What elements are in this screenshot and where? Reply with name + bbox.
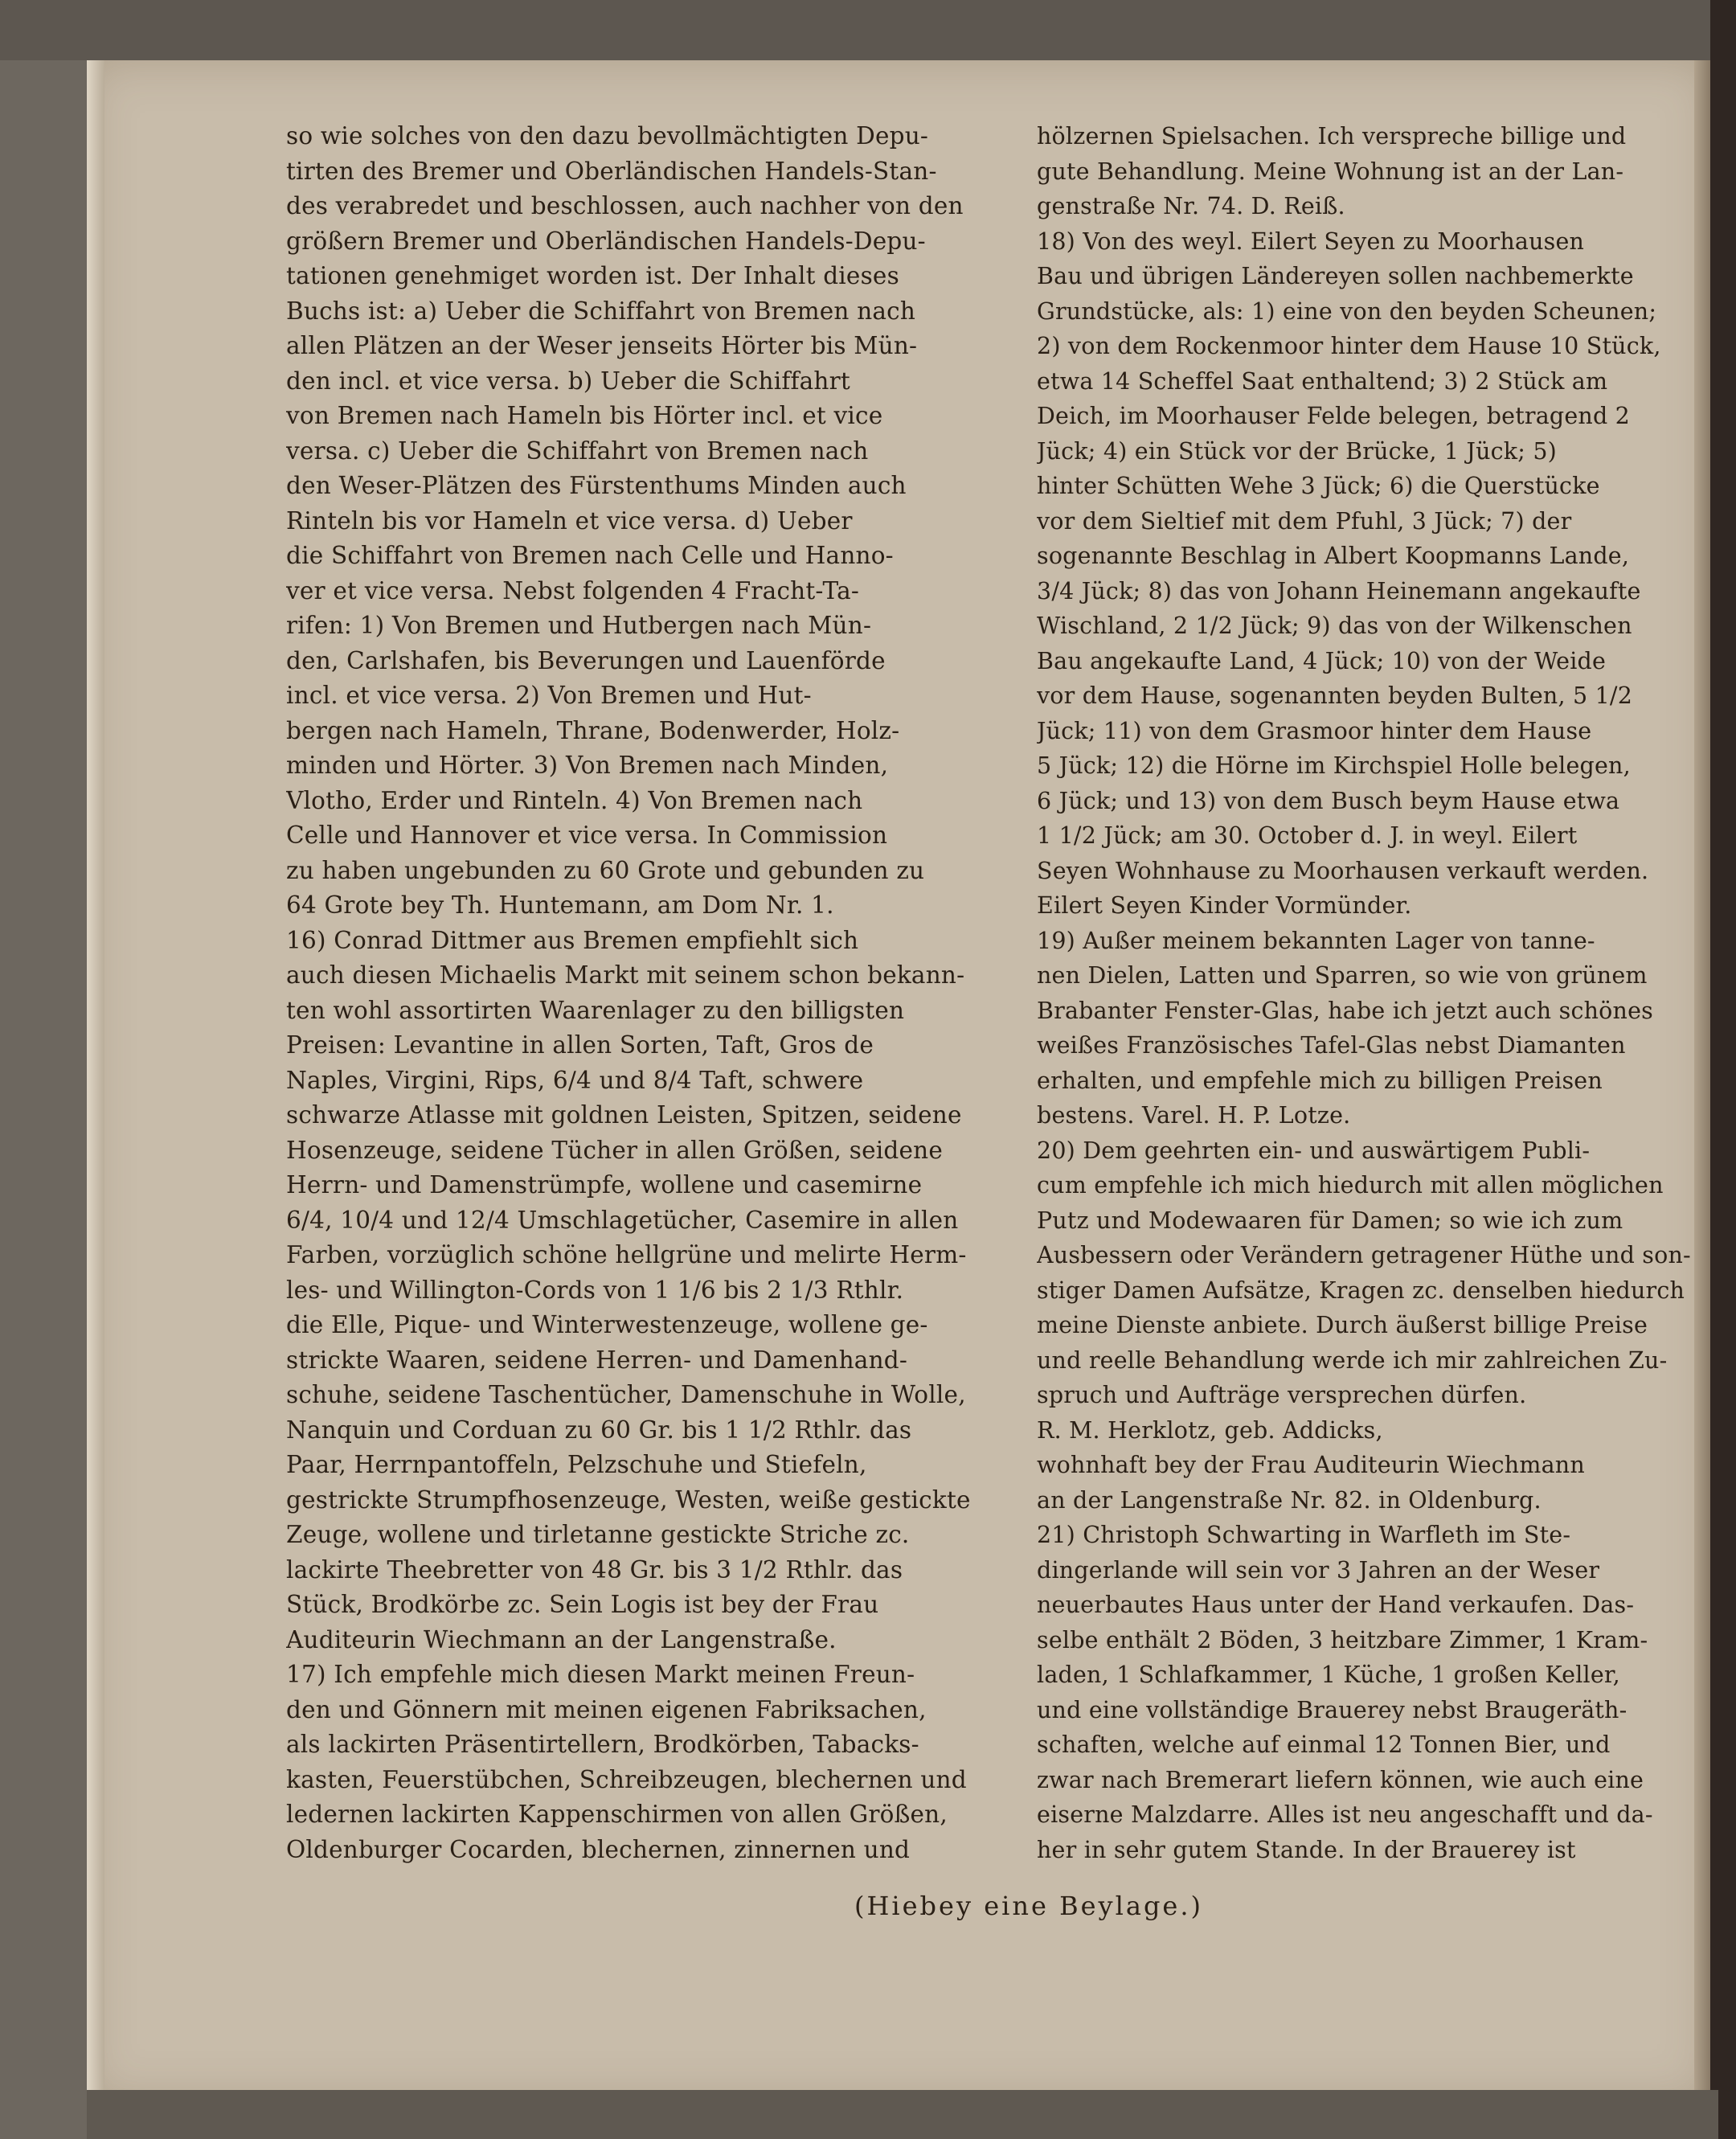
text-line: versa. c) Ueber die Schiffahrt von Bremen nach <box>286 436 869 465</box>
text-line: eiserne Malzdarre. Alles ist neu angeschafft und da- <box>1037 1801 1653 1828</box>
text-line: 18) Von des weyl. Eilert Seyen zu Moorhausen <box>1037 227 1585 255</box>
text-line: hölzernen Spielsachen. Ich verspreche billige und <box>1037 123 1627 150</box>
text-line: allen Plätzen an der Weser jenseits Hörter bis Mün- <box>286 332 918 359</box>
text-line: selbe enthält 2 Böden, 3 heitzbare Zimmer, 1 Kram- <box>1037 1626 1648 1653</box>
text-line: vor dem Hause, sogenannten beyden Bulten, 5 1/2 <box>1037 682 1633 709</box>
text-line: Seyen Wohnhause zu Moorhausen verkauft werden. <box>1037 857 1649 884</box>
text-line: Naples, Virgini, Rips, 6/4 und 8/4 Taft, schwere <box>286 1066 864 1094</box>
text-line: 21) Christoph Schwarting in Warfleth im Ste- <box>1037 1522 1571 1548</box>
text-line: kasten, Feuerstübchen, Schreibzeugen, blechernen und <box>286 1765 967 1793</box>
text-line: stiger Damen Aufsätze, Kragen zc. denselben hiedurch <box>1037 1276 1685 1304</box>
text-line: ver et vice versa. Nebst folgenden 4 Fracht-Ta- <box>286 576 860 604</box>
text-line: spruch und Aufträge versprechen dürfen. <box>1037 1382 1527 1408</box>
text-line: etwa 14 Scheffel Saat enthaltend; 3) 2 Stück am <box>1037 367 1608 395</box>
background-bottom <box>87 2090 1718 2139</box>
text-line: von Bremen nach Hameln bis Hörter incl. et vice <box>286 402 883 429</box>
text-line: Preisen: Levantine in allen Sorten, Taft, Gros de <box>286 1031 874 1059</box>
text-line: bergen nach Hameln, Thrane, Bodenwerder, Holz- <box>286 716 900 744</box>
text-line: Rinteln bis vor Hameln et vice versa. d) Ueber <box>286 506 853 535</box>
text-line: 64 Grote bey Th. Huntemann, am Dom Nr. 1. <box>286 891 834 919</box>
text-line: les- und Willington-Cords von 1 1/6 bis 2 1/3 Rthlr. <box>286 1276 904 1304</box>
text-line: und eine vollständige Brauerey nebst Braugeräth- <box>1037 1696 1628 1723</box>
text-line: Nanquin und Corduan zu 60 Gr. bis 1 1/2 Rthlr. das <box>286 1416 912 1444</box>
text-line: gute Behandlung. Meine Wohnung ist an der Lan- <box>1037 158 1624 185</box>
text-line: Bau angekaufte Land, 4 Jück; 10) von der Weide <box>1037 647 1607 674</box>
text-line: gestrickte Strumpfhosenzeuge, Westen, weiße gestickte <box>286 1485 971 1514</box>
text-line: laden, 1 Schlafkammer, 1 Küche, 1 großen Keller, <box>1037 1662 1620 1688</box>
text-line: hinter Schütten Wehe 3 Jück; 6) die Querstücke <box>1037 473 1600 499</box>
text-line: minden und Hörter. 3) Von Bremen nach Minden, <box>286 752 889 779</box>
text-line: Deich, im Moorhauser Felde belegen, betragend 2 <box>1037 403 1630 429</box>
text-line: R. M. Herklotz, geb. Addicks, <box>1037 1416 1383 1444</box>
text-line: schwarze Atlasse mit goldnen Leisten, Spitzen, seidene <box>286 1101 962 1129</box>
text-line: 6/4, 10/4 und 12/4 Umschlagetücher, Casemire in allen <box>286 1206 959 1234</box>
text-line: Brabanter Fenster-Glas, habe ich jetzt auch schönes <box>1037 997 1653 1024</box>
text-line: strickte Waaren, seidene Herren- und Damenhand- <box>286 1346 908 1374</box>
text-line: 2) von dem Rockenmoor hinter dem Hause 10 Stück, <box>1037 333 1661 359</box>
text-line: Jück; 11) von dem Grasmoor hinter dem Hause <box>1037 717 1592 744</box>
text-line: nen Dielen, Latten und Sparren, so wie von grünem <box>1037 962 1648 989</box>
text-line: auch diesen Michaelis Markt mit seinem schon bekann- <box>286 961 965 989</box>
text-line: Auditeurin Wiechmann an der Langenstraße. <box>286 1625 837 1653</box>
text-line: meine Dienste anbiete. Durch äußerst billige Preise <box>1037 1312 1648 1338</box>
text-line: Buchs ist: a) Ueber die Schiffahrt von Bremen nach <box>286 297 916 325</box>
text-line: den, Carlshafen, bis Beverungen und Lauenförde <box>286 646 886 674</box>
text-line: den Weser-Plätzen des Fürstenthums Minden auch <box>286 472 907 499</box>
text-line: Stück, Brodkörbe zc. Sein Logis ist bey der Frau <box>286 1591 879 1618</box>
text-line: Wischland, 2 1/2 Jück; 9) das von der Wilkenschen <box>1037 613 1632 639</box>
text-line: her in sehr gutem Stande. In der Brauerey ist <box>1037 1836 1576 1863</box>
text-line: genstraße Nr. 74. D. Reiß. <box>1037 193 1345 219</box>
text-line: 5 Jück; 12) die Hörne im Kirchspiel Holle belegen, <box>1037 752 1631 779</box>
left-column <box>286 119 1005 1867</box>
background-top <box>0 0 1736 60</box>
text-line: weißes Französisches Tafel-Glas nebst Diamanten <box>1037 1032 1626 1059</box>
text-line: ten wohl assortirten Waarenlager zu den billigsten <box>286 996 905 1024</box>
text-line: den und Gönnern mit meinen eigenen Fabriksachen, <box>286 1695 927 1723</box>
text-line: neuerbautes Haus unter der Hand verkaufen. Das- <box>1037 1592 1635 1618</box>
text-line: größern Bremer und Oberländischen Handels-Depu- <box>286 227 926 255</box>
text-line: Bau und übrigen Ländereyen sollen nachbemerkte <box>1037 263 1634 289</box>
page-footer-note: (Hiebey eine Beylage.) <box>854 1891 1204 1921</box>
text-line: so wie solches von den dazu bevollmächtigten Depu- <box>286 122 929 150</box>
text-line: lackirte Theebretter von 48 Gr. bis 3 1/2 Rthlr. das <box>286 1555 903 1584</box>
text-line: die Elle, Pique- und Winterwestenzeuge, wollene ge- <box>286 1311 928 1338</box>
text-line: und reelle Behandlung werde ich mir zahlreichen Zu- <box>1037 1346 1668 1374</box>
text-line: tationen genehmiget worden ist. Der Inhalt dieses <box>286 262 899 289</box>
text-line: 19) Außer meinem bekannten Lager von tanne- <box>1037 927 1595 954</box>
text-line: schaften, welche auf einmal 12 Tonnen Bier, und <box>1037 1731 1611 1758</box>
text-line: den incl. et vice versa. b) Ueber die Schiffahrt <box>286 367 850 395</box>
text-line: als lackirten Präsentirtellern, Brodkörben, Tabacks- <box>286 1731 919 1758</box>
text-line: Jück; 4) ein Stück vor der Brücke, 1 Jück; 5) <box>1037 437 1557 465</box>
text-line: 20) Dem geehrten ein- und auswärtigem Publi- <box>1037 1137 1591 1164</box>
text-line: Vlotho, Erder und Rinteln. 4) Von Bremen nach <box>286 786 863 814</box>
text-line: erhalten, und empfehle mich zu billigen Preisen <box>1037 1067 1603 1094</box>
text-line: 1 1/2 Jück; am 30. October d. J. in weyl. Eilert <box>1037 822 1578 849</box>
text-line: 17) Ich empfehle mich diesen Markt meinen Freun- <box>286 1661 915 1688</box>
text-line: 6 Jück; und 13) von dem Busch beym Hause etwa <box>1037 787 1620 814</box>
text-line: tirten des Bremer und Oberländischen Handels-Stan- <box>286 157 937 185</box>
text-line: des verabredet und beschlossen, auch nachher von den <box>286 192 964 219</box>
text-line: bestens. Varel. H. P. Lotze. <box>1037 1102 1351 1129</box>
book-spine <box>1710 0 1736 2139</box>
text-line: ledernen lackirten Kappenschirmen von allen Größen, <box>286 1801 948 1828</box>
text-line: 3/4 Jück; 8) das von Johann Heinemann angekaufte <box>1037 577 1641 604</box>
right-column <box>1037 119 1700 1867</box>
text-line: schuhe, seidene Taschentücher, Damenschuhe in Wolle, <box>286 1381 966 1408</box>
text-line: sogenannte Beschlag in Albert Koopmanns Lande, <box>1037 543 1630 569</box>
text-line: vor dem Sieltief mit dem Pfuhl, 3 Jück; 7) der <box>1037 507 1572 535</box>
text-line: wohnhaft bey der Frau Auditeurin Wiechmann <box>1037 1452 1585 1478</box>
text-line: Putz und Modewaaren für Damen; so wie ich zum <box>1037 1207 1623 1234</box>
text-line: Hosenzeuge, seidene Tücher in allen Größen, seidene <box>286 1136 943 1164</box>
text-line: an der Langenstraße Nr. 82. in Oldenburg. <box>1037 1486 1542 1514</box>
text-line: Ausbessern oder Verändern getragener Hüthe und son- <box>1037 1242 1691 1268</box>
text-line: Eilert Seyen Kinder Vormünder. <box>1037 892 1412 919</box>
text-line: Oldenburger Cocarden, blechernen, zinnernen und <box>286 1835 911 1863</box>
text-line: rifen: 1) Von Bremen und Hutbergen nach Mün- <box>286 612 872 639</box>
text-line: incl. et vice versa. 2) Von Bremen und Hut- <box>286 682 812 709</box>
text-line: zu haben ungebunden zu 60 Grote und gebunden zu <box>286 856 925 884</box>
text-line: Zeuge, wollene und tirletanne gestickte Striche zc. <box>286 1521 910 1548</box>
text-line: Herrn- und Damenstrümpfe, wollene und casemirne <box>286 1171 923 1199</box>
text-line: zwar nach Bremerart liefern können, wie auch eine <box>1037 1766 1644 1793</box>
page-edge-left <box>87 60 104 2102</box>
text-line: 16) Conrad Dittmer aus Bremen empfiehlt sich <box>286 926 859 954</box>
text-line: Farben, vorzüglich schöne hellgrüne und melirte Herm- <box>286 1241 967 1268</box>
text-line: die Schiffahrt von Bremen nach Celle und Hanno- <box>286 542 894 569</box>
text-line: Celle und Hannover et vice versa. In Commission <box>286 822 888 849</box>
text-line: Paar, Herrnpantoffeln, Pelzschuhe und Stiefeln, <box>286 1451 867 1478</box>
text-line: dingerlande will sein vor 3 Jahren an der Weser <box>1037 1556 1600 1584</box>
text-line: Grundstücke, als: 1) eine von den beyden Scheunen; <box>1037 297 1657 325</box>
text-line: cum empfehle ich mich hiedurch mit allen möglichen <box>1037 1172 1664 1199</box>
